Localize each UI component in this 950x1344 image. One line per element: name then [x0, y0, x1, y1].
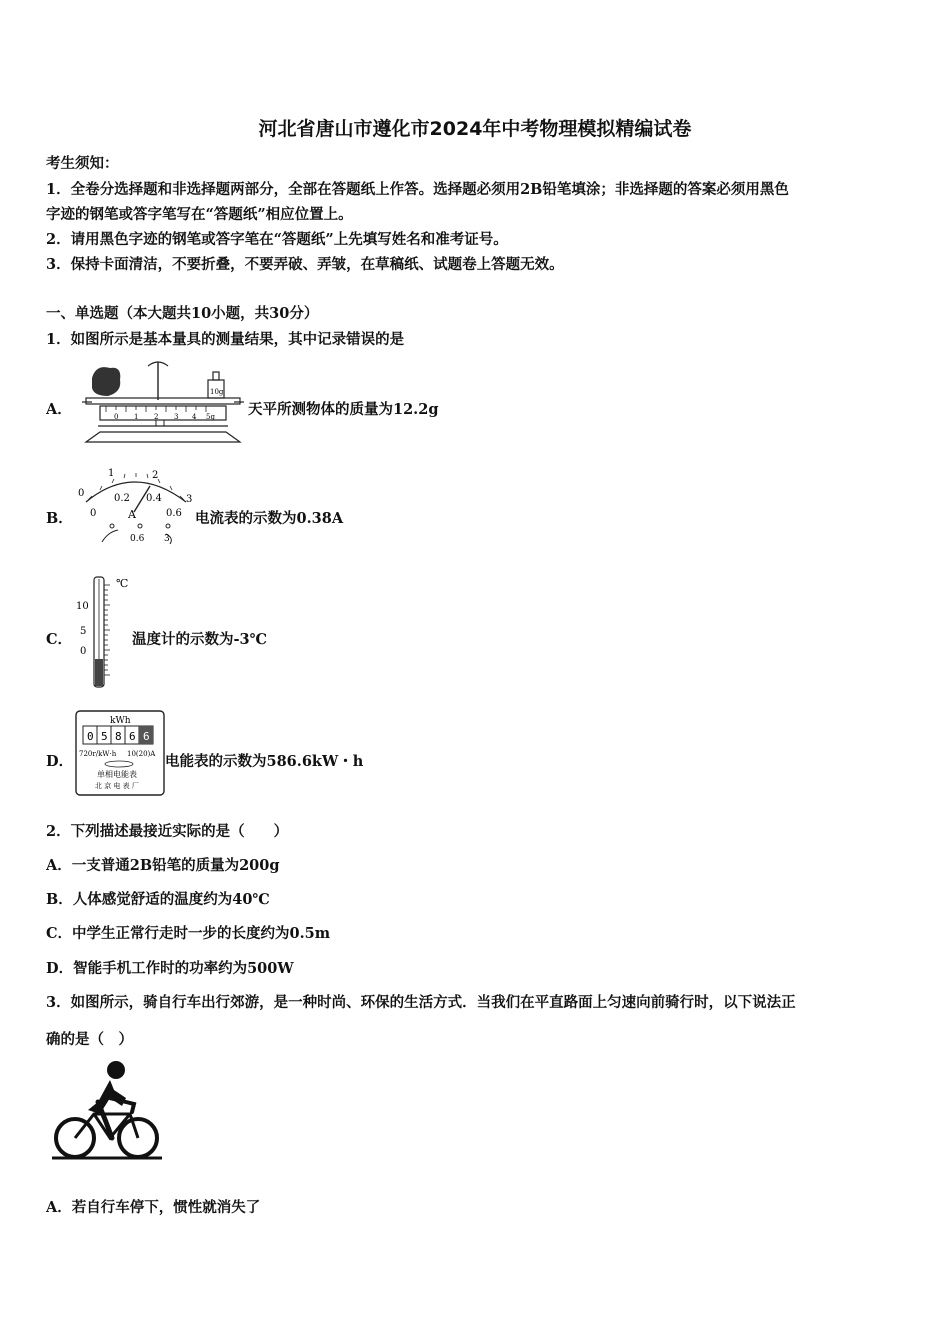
notice-line-3: 3．保持卡面清洁，不要折叠，不要弄破、弄皱，在草稿纸、试题卷上答题无效。 [46, 256, 564, 273]
svg-text:8: 8 [115, 730, 122, 743]
svg-text:0.6: 0.6 [130, 534, 145, 544]
weight-label: 10g [210, 388, 224, 396]
svg-text:720r/kW·h: 720r/kW·h [79, 750, 117, 758]
svg-text:北 京 电 表 厂: 北 京 电 表 厂 [95, 782, 139, 790]
svg-text:3: 3 [186, 494, 193, 505]
q3-stem-line2: 确的是（ ） [46, 1031, 133, 1048]
svg-text:2: 2 [152, 470, 159, 481]
object-on-pan [92, 367, 120, 396]
q1-option-d-label: D． [46, 753, 74, 770]
svg-text:5: 5 [101, 730, 108, 743]
notice-line-2: 2．请用黑色字迹的钢笔或答字笔在“答题纸”上先填写姓名和准考证号。 [46, 231, 508, 248]
svg-text:3: 3 [174, 413, 179, 421]
liquid-column [95, 659, 103, 686]
svg-text:6: 6 [129, 730, 136, 743]
page-title: 河北省唐山市遵化市2024年中考物理模拟精编试卷 [258, 118, 692, 140]
svg-text:0.4: 0.4 [146, 493, 162, 504]
q2-option-a: A．一支普通2B铅笔的质量为200g [46, 857, 280, 874]
q2-stem: 2．下列描述最接近实际的是（ ） [46, 823, 289, 840]
svg-text:0.6: 0.6 [166, 508, 182, 519]
unit-label: ℃ [116, 577, 129, 590]
q1-stem: 1．如图所示是基本量具的测量结果，其中记录错误的是 [46, 331, 405, 348]
svg-text:0: 0 [78, 488, 85, 499]
svg-text:6: 6 [143, 730, 150, 743]
beam [86, 398, 240, 404]
svg-text:0.2: 0.2 [114, 493, 130, 504]
q3-option-a: A．若自行车停下，惯性就消失了 [46, 1199, 261, 1216]
rider-head [107, 1061, 125, 1079]
svg-text:10(20)A: 10(20)A [127, 750, 156, 758]
q1-option-c-text: 温度计的示数为-3℃ [132, 631, 267, 648]
cyclist-figure [50, 1058, 164, 1162]
svg-text:3: 3 [164, 534, 170, 544]
notice-heading: 考生须知： [46, 155, 119, 172]
svg-text:0: 0 [114, 413, 119, 421]
rider-body [88, 1080, 126, 1114]
q1-option-a-text: 天平所测物体的质量为12.2g [248, 401, 439, 418]
svg-text:0: 0 [87, 730, 94, 743]
q2-option-b: B．人体感觉舒适的温度约为40℃ [46, 891, 270, 908]
svg-text:1: 1 [108, 468, 115, 479]
dial-arc [86, 482, 186, 502]
svg-text:5: 5 [80, 626, 87, 637]
svg-text:0: 0 [90, 508, 97, 519]
q1-option-d-text: 电能表的示数为586.6kW・h [165, 753, 364, 770]
thermometer-figure [74, 573, 134, 691]
svg-text:单相电能表: 单相电能表 [97, 770, 137, 779]
balance-figure [78, 358, 248, 444]
q3-stem-line1: 3．如图所示，骑自行车出行郊游，是一种时尚、环保的生活方式．当我们在平直路面上匀速向前骑行时，以下说法正 [46, 994, 796, 1011]
svg-text:0: 0 [80, 646, 87, 657]
svg-text:4: 4 [192, 413, 197, 421]
q1-option-b-text: 电流表的示数为0.38A [195, 510, 344, 527]
q1-option-b-label: B． [46, 510, 73, 527]
svg-text:10: 10 [76, 601, 89, 612]
svg-text:5g: 5g [206, 413, 215, 421]
q1-option-c-label: C． [46, 631, 73, 648]
notice-line-1b: 字迹的钢笔或答字笔写在“答题纸”相应位置上。 [46, 206, 353, 223]
base [86, 432, 240, 442]
ammeter-figure [74, 464, 196, 548]
q1-option-a-label: A． [46, 401, 72, 418]
svg-text:2: 2 [154, 413, 159, 421]
meter-unit: kWh [110, 716, 131, 726]
q2-option-c: C．中学生正常行走时一步的长度约为0.5m [46, 925, 331, 942]
unit-label: A [128, 508, 136, 521]
section-heading: 一、单选题（本大题共10小题，共30分） [46, 305, 319, 322]
q2-option-d: D．智能手机工作时的功率约为500W [46, 960, 294, 977]
electric-meter-figure [75, 710, 165, 796]
svg-text:1: 1 [134, 413, 139, 421]
notice-line-1a: 1．全卷分选择题和非选择题两部分，全部在答题纸上作答。选择题必须用2B铅笔填涂；非选择题的答案必须用黑色 [46, 181, 789, 198]
